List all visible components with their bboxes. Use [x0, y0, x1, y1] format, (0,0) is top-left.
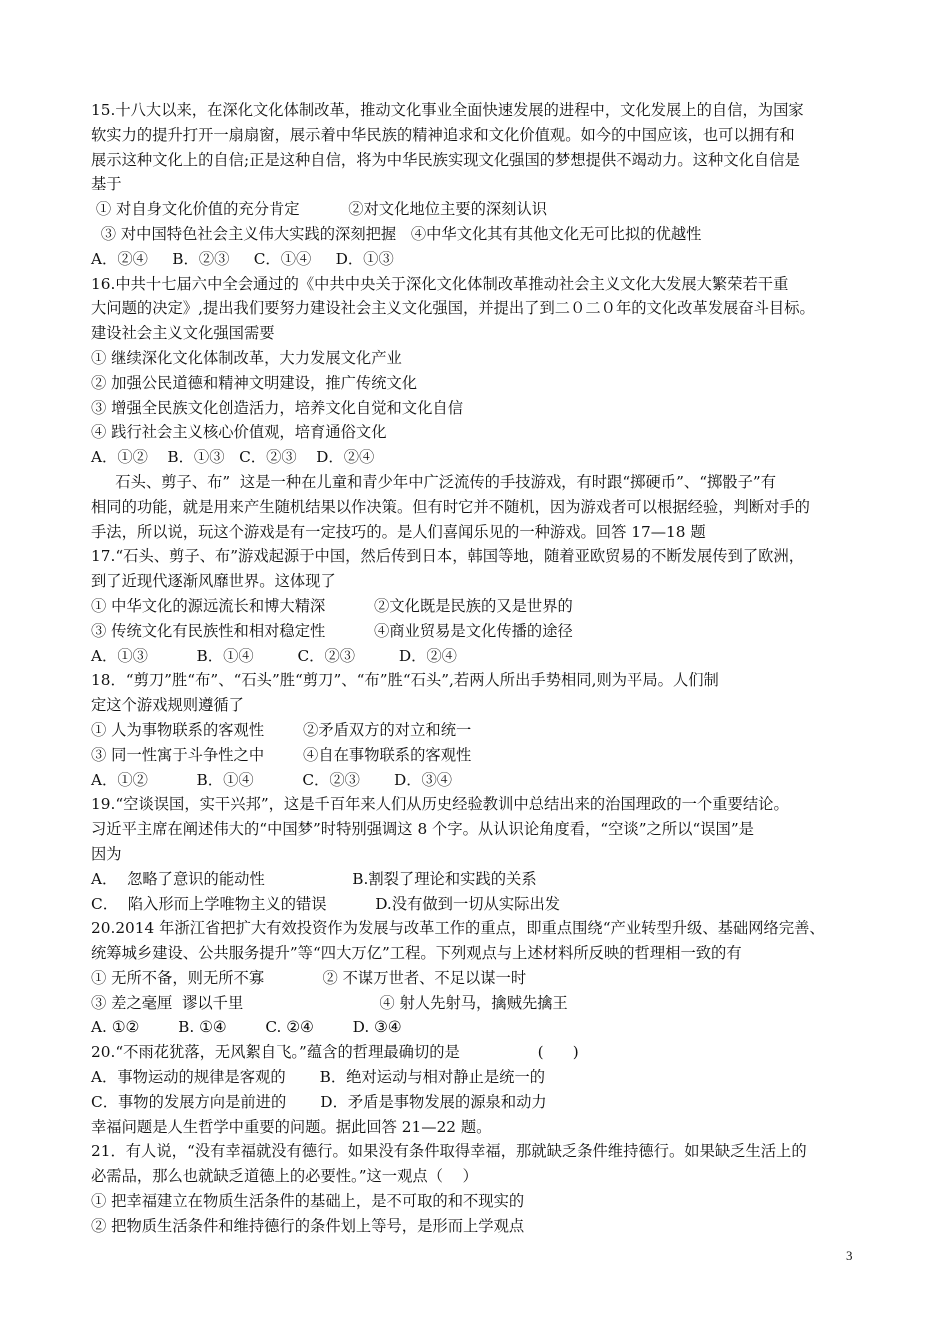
text-line: 18．“剪刀”胜“布”、“石头”胜“剪刀”、“布”胜“石头”,若两人所出手势相同,则为平局。人们制 — [91, 671, 719, 690]
text-line: 大问题的决定》,提出我们要努力建设社会主义文化强国，并提出了到二０二０年的文化改革发展奋斗目标。 — [91, 299, 815, 318]
text-line: 必需品，那么也就缺乏道德上的必要性。”这一观点（ ） — [91, 1167, 478, 1186]
text-line: ③ 差之毫厘 谬以千里 ④ 射人先射马，擒贼先擒王 — [91, 993, 568, 1012]
text-line: ② 加强公民道德和精神文明建设，推广传统文化 — [91, 373, 418, 392]
text-line: 20.2014 年浙江省把扩大有效投资作为发展与改革工作的重点，即重点围绕“产业转型升级、基础网络完善、 — [91, 919, 825, 938]
text-line: 幸福问题是人生哲学中重要的问题。据此回答 21—22 题。 — [91, 1117, 492, 1136]
text-line: 到了近现代逐渐风靡世界。这体现了 — [91, 572, 336, 591]
text-line: 15.十八大以来，在深化文化体制改革，推动文化事业全面快速发展的进程中，文化发展上的自信，为国家 — [91, 101, 804, 119]
text-line: 建设社会主义文化强国需要 — [91, 324, 275, 343]
text-line: 17.“石头、剪子、布”游戏起源于中国，然后传到日本，韩国等地，随着亚欧贸易的不断发展传到了欧洲， — [91, 547, 805, 566]
document-body — [91, 98, 871, 1239]
text-line: A．①② B．①③ C．②③ D．②④ — [91, 448, 375, 467]
text-line: A. ①② B. ①④ C. ②④ D. ③④ — [91, 1018, 402, 1037]
text-line: C．事物的发展方向是前进的 D．矛盾是事物发展的源泉和动力 — [91, 1092, 547, 1111]
text-line: 因为 — [91, 844, 122, 863]
page-number: 3 — [846, 1248, 853, 1263]
text-line: ① 把幸福建立在物质生活条件的基础上，是不可取的和不现实的 — [91, 1192, 525, 1211]
text-line: ③ 同一性寓于斗争性之中 ④自在事物联系的客观性 — [91, 745, 472, 764]
text-line: ③ 对中国特色社会主义伟大实践的深刻把握 ④中华文化其有其他文化无可比拟的优越性 — [91, 224, 702, 243]
text-line: 基于 — [91, 175, 122, 194]
text-line: 16.中共十七届六中全会通过的《中共中央关于深化文化体制改革推动社会主义文化大发展大繁荣若干重 — [91, 274, 789, 293]
text-line: A．②④ B．②③ C．①④ D．①③ — [91, 249, 394, 268]
text-line: 软实力的提升打开一扇扇窗，展示着中华民族的精神追求和文化价值观。如今的中国应该，也可以拥有和 — [91, 125, 795, 144]
text-line: ③ 传统文化有民族性和相对稳定性 ④商业贸易是文化传播的途径 — [91, 621, 573, 640]
text-line: 手法，所以说，玩这个游戏是有一定技巧的。是人们喜闻乐见的一种游戏。回答 17—18 题 — [91, 522, 706, 541]
text-line: 统筹城乡建设、公共服务提升”等“四大万亿”工程。下列观点与上述材料所反映的哲理相一致的有 — [91, 944, 742, 963]
text-line: 20.“不雨花犹落，无风絮自飞。”蕴含的哲理最确切的是 ( ) — [91, 1043, 579, 1062]
text-line: ② 把物质生活条件和维持德行的条件划上等号，是形而上学观点 — [91, 1216, 525, 1235]
text-line: 相同的功能，就是用来产生随机结果以作决策。但有时它并不随机，因为游戏者可以根据经验，判断对手的 — [91, 497, 810, 516]
text-line: A．①③ B．①④ C．②③ D．②④ — [91, 646, 457, 665]
text-line: C． 陷入形而上学唯物主义的错误 D.没有做到一切从实际出发 — [91, 894, 561, 913]
text-line: ① 对自身文化价值的充分肯定 ②对文化地位主要的深刻认识 — [91, 200, 548, 219]
text-line: A．①② B．①④ C．②③ D．③④ — [91, 770, 453, 789]
text-line: ① 人为事物联系的客观性 ②矛盾双方的对立和统一 — [91, 720, 472, 739]
text-line: 定这个游戏规则遵循了 — [91, 696, 244, 715]
text-line: A． 忽略了意识的能动性 B.割裂了理论和实践的关系 — [91, 869, 537, 888]
text-line: A．事物运动的规律是客观的 B．绝对运动与相对静止是统一的 — [91, 1068, 546, 1087]
text-line: 19.“空谈误国，实干兴邦”，这是千百年来人们从历史经验教训中总结出来的治国理政的一个重要结论。 — [91, 795, 789, 814]
text-line: 习近平主席在阐述伟大的“中国梦”时特别强调这 8 个字。从认识论角度看，“空谈”之所以“误国”是 — [91, 820, 754, 839]
text-line: ① 中华文化的源远流长和博大精深 ②文化既是民族的又是世界的 — [91, 596, 573, 615]
text-line: ④ 践行社会主义核心价值观，培育通俗文化 — [91, 423, 387, 442]
text-line: 21．有人说，“没有幸福就没有德行。如果没有条件取得幸福，那就缺乏条件维持德行。如果缺乏生活上的 — [91, 1142, 807, 1161]
text-line: 展示这种文化上的自信;正是这种自信，将为中华民族实现文化强国的梦想提供不竭动力。这种文化自信是 — [91, 150, 800, 169]
text-line: ① 继续深化文化体制改革，大力发展文化产业 — [91, 348, 402, 367]
text-line: ③ 增强全民族文化创造活力，培养文化自觉和文化自信 — [91, 398, 463, 417]
text-line: 石头、剪子、布” 这是一种在儿童和青少年中广泛流传的手技游戏，有时跟“掷硬币”、“掷骰子”有 — [91, 472, 777, 491]
text-line: ① 无所不备，则无所不寡 ② 不谋万世者、不足以谋一时 — [91, 968, 527, 987]
